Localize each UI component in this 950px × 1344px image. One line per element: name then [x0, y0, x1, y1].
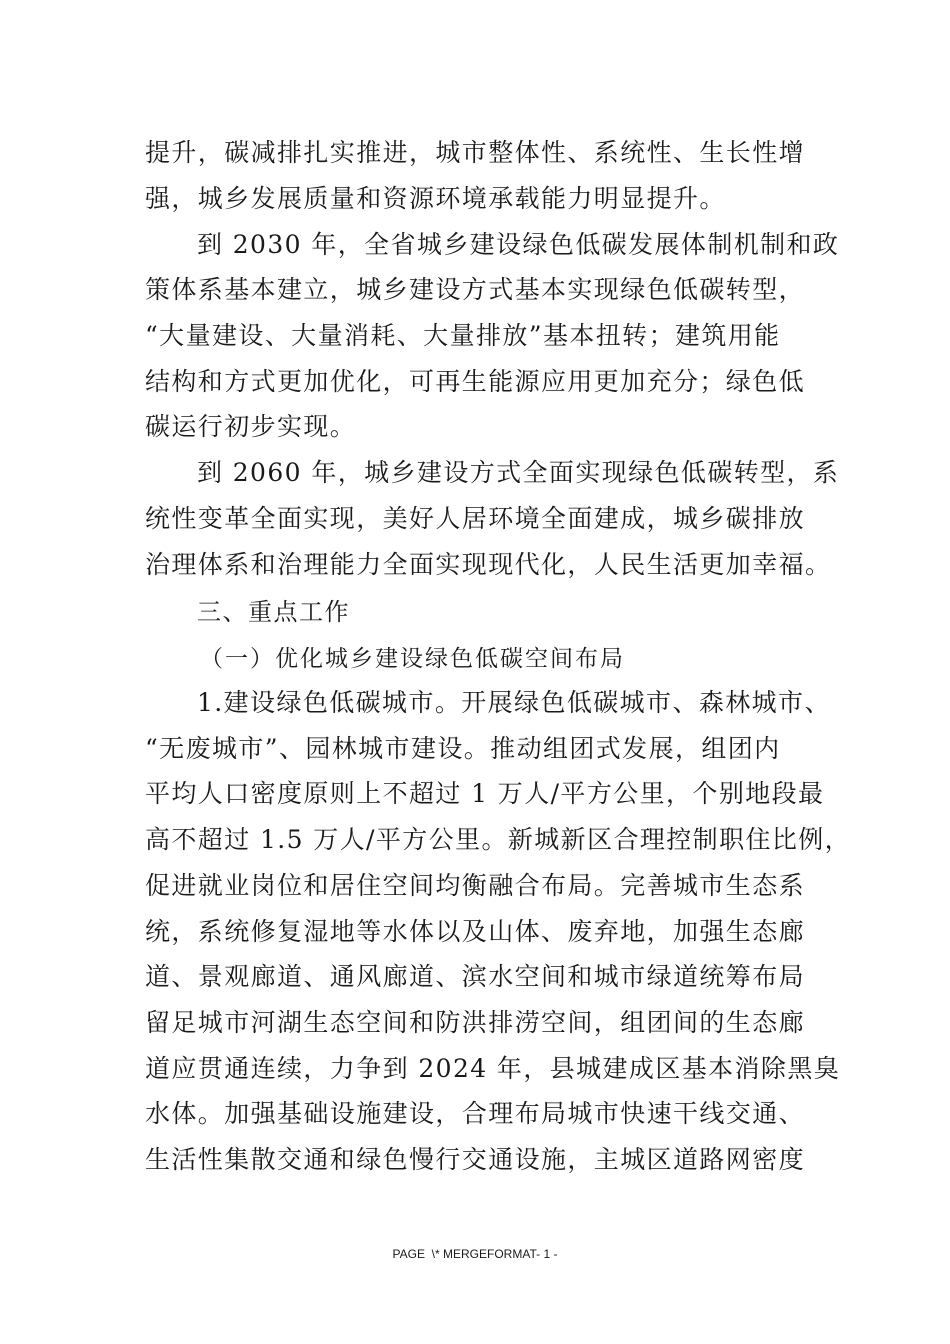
- paragraph-line: 治理体系和治理能力全面实现现代化，人民生活更加幸福。: [145, 550, 832, 579]
- paragraph-line: 1.建设绿色低碳城市。开展绿色低碳城市、森林城市、: [197, 688, 831, 717]
- paragraph-line: 策体系基本建立，城乡建设方式基本实现绿色低碳转型，: [145, 275, 806, 304]
- paragraph-line: 统性变革全面实现，美好人居环境全面建成，城乡碳排放: [145, 504, 806, 533]
- paragraph-line: 到 2060 年，城乡建设方式全面实现绿色低碳转型，系: [197, 458, 840, 487]
- paragraph-line: 平均人口密度原则上不超过 1 万人/平方公里，个别地段最: [145, 779, 825, 808]
- paragraph-line: “无废城市”、园林城市建设。推动组团式发展，组团内: [145, 734, 781, 763]
- paragraph-line: 留足城市河湖生态空间和防洪排涝空间，组团间的生态廊: [145, 1008, 806, 1037]
- paragraph-line: 到 2030 年，全省城乡建设绿色低碳发展体制机制和政: [197, 230, 840, 259]
- paragraph-line: “大量建设、大量消耗、大量排放”基本扭转；建筑用能: [145, 321, 781, 350]
- section-heading: 三、重点工作: [197, 598, 350, 626]
- paragraph-line: 提升，碳减排扎实推进，城市整体性、系统性、生长性增: [145, 138, 806, 167]
- paragraph-line: 生活性集散交通和绿色慢行交通设施，主城区道路网密度: [145, 1145, 806, 1174]
- page-footer: PAGE \* MERGEFORMAT- 1 -: [392, 1247, 558, 1261]
- paragraph-line: 高不超过 1.5 万人/平方公里。新城新区合理控制职住比例，: [145, 825, 852, 854]
- paragraph-line: 统，系统修复湿地等水体以及山体、废弃地，加强生态廊: [145, 917, 806, 946]
- paragraph-line: 水体。加强基础设施建设，合理布局城市快速干线交通、: [145, 1099, 806, 1128]
- paragraph-line: 结构和方式更加优化，可再生能源应用更加充分；绿色低: [145, 367, 806, 396]
- paragraph-line: 道应贯通连续，力争到 2024 年，县城建成区基本消除黑臭: [145, 1054, 841, 1083]
- paragraph-line: 道、景观廊道、通风廊道、滨水空间和城市绿道统筹布局: [145, 962, 806, 991]
- paragraph-line: 碳运行初步实现。: [145, 412, 357, 441]
- subsection-heading: （一）优化城乡建设绿色低碳空间布局: [200, 646, 625, 672]
- paragraph-line: 促进就业岗位和居住空间均衡融合布局。完善城市生态系: [145, 871, 806, 900]
- paragraph-line: 强，城乡发展质量和资源环境承载能力明显提升。: [145, 184, 726, 213]
